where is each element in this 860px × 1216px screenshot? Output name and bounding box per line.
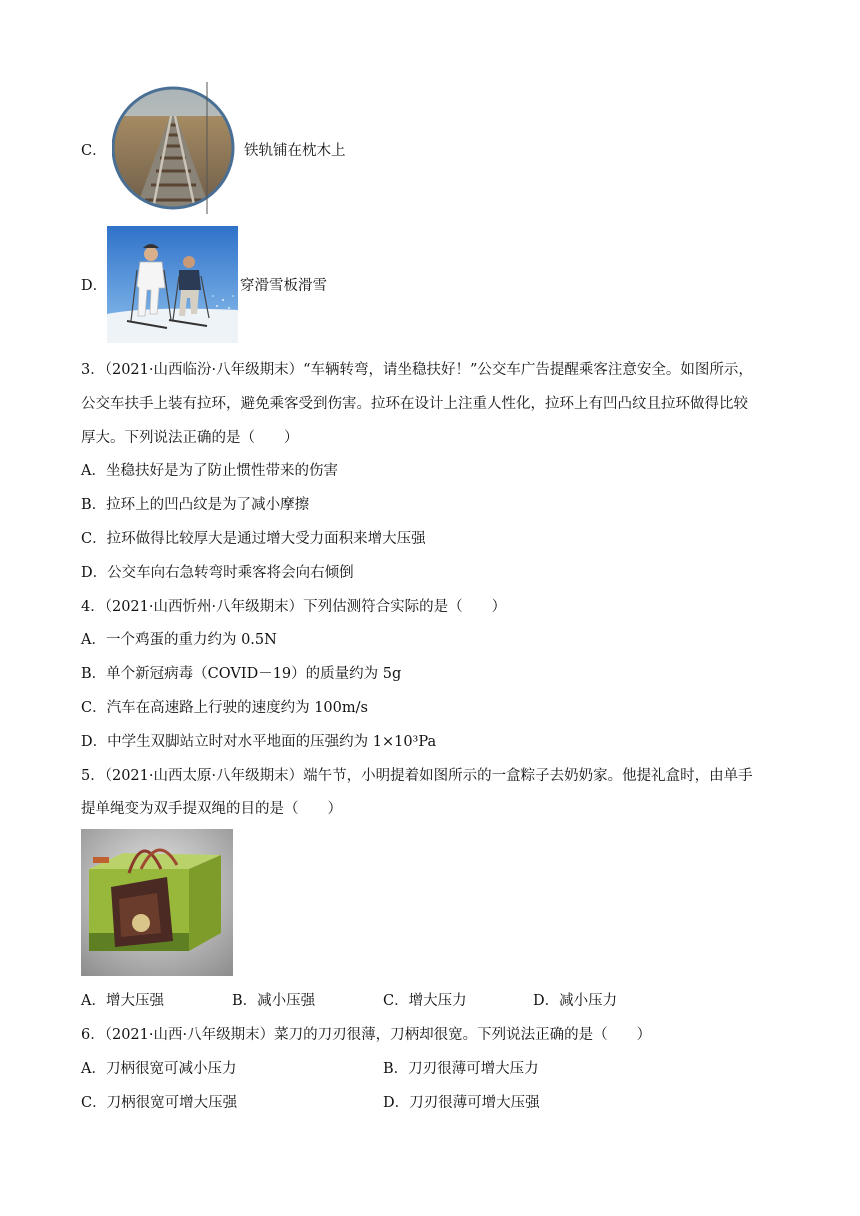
q4-option-a: A．一个鸡蛋的重力约为 0.5N [81, 632, 277, 648]
q2-option-d-caption: 穿滑雪板滑雪 [240, 278, 327, 294]
q6-option-a: A．刀柄很宽可减小压力 [81, 1061, 237, 1077]
q4-option-d: D．中学生双脚站立时对水平地面的压强约为 1×10³Pa [81, 734, 437, 750]
q6-option-c: C．刀柄很宽可增大压强 [81, 1095, 238, 1111]
q3-option-c: C．拉环做得比较厚大是通过增大受力面积来增大压强 [81, 531, 426, 547]
zongzi-gift-box-photo [81, 829, 233, 976]
skiers-photo [107, 226, 238, 343]
q4-option-b: B．单个新冠病毒（COVID－19）的质量约为 5g [81, 666, 402, 682]
q3-stem-line-3: 厚大。下列说法正确的是（ ） [81, 430, 299, 446]
q6-option-b: B．刀刃很薄可增大压力 [383, 1061, 539, 1077]
q6-stem: 6．（2021·山西·八年级期末）菜刀的刀刃很薄，刀柄却很宽。下列说法正确的是（ ） [81, 1027, 652, 1043]
q2-option-c-caption: 铁轨铺在枕木上 [244, 143, 346, 159]
q3-option-b: B．拉环上的凹凸纹是为了减小摩擦 [81, 497, 310, 513]
q5-stem-line-1: 5．（2021·山西太原·八年级期末）端午节，小明提着如图所示的一盒粽子去奶奶家。他提礼盒时，由单手 [81, 768, 753, 784]
q3-option-a: A．坐稳扶好是为了防止惯性带来的伤害 [81, 463, 338, 479]
q5-option-c: C．增大压力 [383, 993, 467, 1009]
q5-option-d: D．减小压力 [533, 993, 618, 1009]
q4-stem: 4．（2021·山西忻州·八年级期末）下列估测符合实际的是（ ） [81, 599, 507, 615]
q5-option-a: A．增大压强 [81, 993, 164, 1009]
q5-option-b: B．减小压强 [232, 993, 316, 1009]
q3-stem-line-1: 3．（2021·山西临汾·八年级期末）“车辆转弯，请坐稳扶好！”公交车广告提醒乘客注意安全。如图所示， [81, 362, 753, 378]
q3-stem-line-2: 公交车扶手上装有拉环，避免乘客受到伤害。拉环在设计上注重人性化，拉环上有凹凸纹且拉环做得比较 [81, 396, 748, 412]
q3-option-d: D．公交车向右急转弯时乘客将会向右倾倒 [81, 565, 354, 581]
q2-option-d-label: D． [81, 278, 108, 294]
q5-stem-line-2: 提单绳变为双手提双绳的目的是（ ） [81, 801, 342, 817]
q6-option-d: D．刀刃很薄可增大压强 [383, 1095, 540, 1111]
q4-option-c: C．汽车在高速路上行驶的速度约为 100m/s [81, 700, 368, 716]
q2-option-c-label: C． [81, 143, 107, 159]
railway-track-photo [112, 80, 240, 214]
